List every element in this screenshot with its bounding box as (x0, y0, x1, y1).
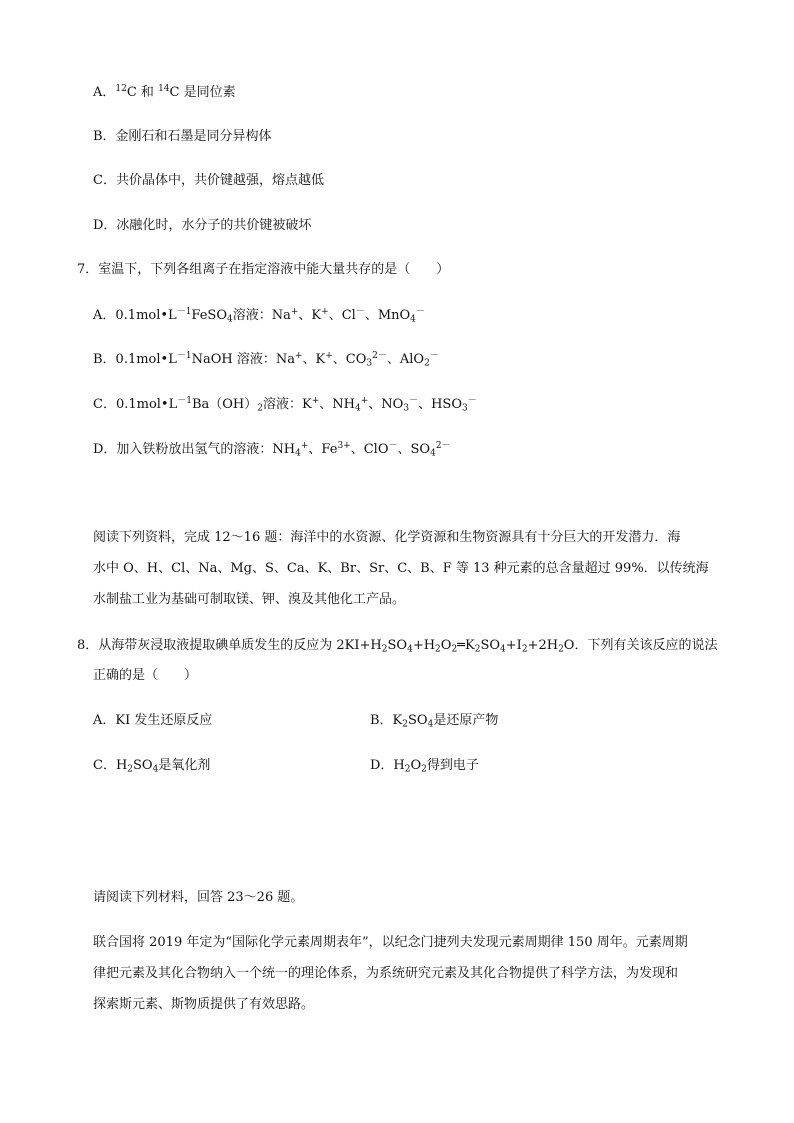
q6-option-d: D．冰融化时，水分子的共价键被破坏 (93, 218, 312, 233)
text: A．0.1mol•L (93, 308, 177, 323)
text: C．0.1mol•L (93, 397, 178, 412)
text: SO (387, 638, 408, 653)
subscript: 4 (427, 719, 434, 730)
passage2-intro: 请阅读下列材料，回答 23～26 题。 (93, 890, 304, 905)
superscript: + (311, 396, 320, 407)
text: Ba（OH） (191, 397, 258, 412)
subscript: 4 (152, 764, 159, 775)
superscript: － (409, 396, 419, 407)
text: 、ClO (350, 442, 389, 457)
passage2-line3: 探索斯元素、斯物质提供了有效思路。 (93, 997, 315, 1012)
subscript: 2 (474, 644, 481, 655)
text: 、HSO (418, 397, 462, 412)
subscript: 3 (403, 403, 410, 414)
superscript: － (467, 396, 477, 407)
q8-options-row1 (93, 711, 773, 731)
text: 、AlO (386, 352, 425, 367)
superscript: 12 (115, 84, 127, 95)
superscript: + (321, 307, 329, 318)
q6-option-a (93, 83, 236, 103)
superscript: + (360, 396, 369, 407)
text: +H (412, 638, 436, 653)
superscript: －1 (176, 351, 192, 362)
subscript: 4 (430, 448, 436, 459)
text: C．H (93, 758, 128, 773)
text: 、Fe (308, 442, 338, 457)
superscript: －1 (176, 307, 192, 318)
text: 是氧化剂 (158, 758, 211, 773)
q7-option-b (93, 350, 439, 370)
superscript: + (294, 351, 303, 362)
subscript: 3 (461, 403, 468, 414)
q8-options-row2 (93, 756, 773, 776)
text: +2H (527, 638, 559, 653)
passage1-line3: 水制盐工业为基础可制取镁、钾、溴及其他化工产品。 (93, 592, 406, 607)
q8-stem-line2: 正确的是（ ） (93, 668, 198, 683)
superscript: － (355, 307, 365, 318)
text: SO (480, 638, 501, 653)
passage1-line2: 水中 O、H、Cl、Na、Mg、S、Ca、K、Br、Sr、C、B、F 等 13 种元素的总含量超过 99%．以传统海 (93, 561, 709, 576)
text: 、CO (332, 352, 367, 367)
subscript: 4 (500, 644, 506, 655)
text: 、NO (368, 397, 404, 412)
text: O (440, 638, 452, 653)
text: 、MnO (364, 308, 411, 323)
text: D．H (370, 758, 405, 773)
q6-option-c: C．共价晶体中，共价键越强，熔点越低 (93, 173, 324, 188)
subscript: 2 (402, 719, 408, 730)
q8-option-a: A．KI 发生还原反应 (93, 713, 213, 728)
text: B．0.1mol•L (93, 352, 177, 367)
subscript: 2 (558, 644, 564, 655)
subscript: 2 (451, 644, 458, 655)
subscript: 2 (421, 764, 427, 775)
q7-option-a (93, 306, 425, 326)
superscript: 2－ (372, 351, 387, 362)
text: B．K (370, 713, 403, 728)
option-label: A． (93, 85, 116, 100)
q7-option-c (93, 395, 477, 415)
text: 、NH (319, 397, 355, 412)
passage2-line1: 联合国将 2019 年定为“国际化学元素周期表年”，以纪念门捷列夫发现元素周期律 150 周年。元素周期 (93, 935, 688, 950)
superscript: －1 (177, 396, 192, 407)
text: 溶液：K (263, 397, 312, 412)
q8-stem-line1 (77, 636, 717, 656)
option-text: C 是同位素 (169, 85, 236, 100)
text: +I (505, 638, 522, 653)
text: 是还原产物 (433, 713, 499, 728)
text: 8．从海带灰浸取液提取碘单质发生的反应为 2KI+H (77, 638, 382, 653)
text: SO (133, 758, 153, 773)
q7-stem: 7．室温下，下列各组离子在指定溶液中能大量共存的是（ ） (77, 262, 450, 277)
subscript: 2 (127, 764, 134, 775)
q8-option-d (370, 756, 479, 776)
subscript: 2 (257, 403, 264, 414)
text: O (410, 758, 422, 773)
text: SO (408, 713, 428, 728)
text: 、SO (397, 442, 431, 457)
text: 、K (298, 308, 322, 323)
q8-option-c (93, 758, 210, 773)
text: NaOH 溶液：Na (191, 352, 295, 367)
q8-option-b (370, 711, 498, 731)
subscript: 4 (355, 403, 361, 414)
subscript: 2 (521, 644, 528, 655)
superscript: + (325, 351, 333, 362)
superscript: 3+ (337, 441, 351, 452)
text: 、Cl (328, 308, 356, 323)
subscript: 2 (381, 644, 388, 655)
text: FeSO (191, 308, 227, 323)
text: O．下列有关该反应的说法 (563, 638, 718, 653)
superscript: 2－ (435, 441, 451, 452)
q6-option-b: B．金刚石和石墨是同分异构体 (93, 129, 272, 144)
subscript: 4 (295, 448, 301, 459)
superscript: － (429, 351, 439, 362)
text: 、K (302, 352, 326, 367)
superscript: － (415, 307, 425, 318)
subscript: 2 (404, 764, 411, 775)
passage2-line2: 律把元素及其化合物纳入一个统一的理论体系，为系统研究元素及其化合物提供了科学方法，为发现和 (93, 966, 679, 981)
text: 溶液：Na (232, 308, 291, 323)
text: D．加入铁粉放出氢气的溶液：NH (93, 442, 296, 457)
text: ═K (457, 638, 475, 653)
subscript: 3 (366, 358, 373, 369)
q7-option-d (93, 440, 451, 460)
subscript: 4 (410, 314, 416, 325)
text: 得到电子 (426, 758, 479, 773)
superscript: + (290, 307, 299, 318)
superscript: 14 (158, 84, 170, 95)
subscript: 4 (407, 644, 413, 655)
subscript: 2 (435, 644, 441, 655)
superscript: － (388, 441, 398, 452)
option-text: C 和 (126, 85, 159, 100)
subscript: 2 (424, 358, 430, 369)
superscript: + (300, 441, 309, 452)
passage1-line1: 阅读下列资料，完成 12～16 题：海洋中的水资源、化学资源和生物资源具有十分巨大的开发潜力．海 (93, 530, 681, 545)
subscript: 4 (227, 314, 233, 325)
